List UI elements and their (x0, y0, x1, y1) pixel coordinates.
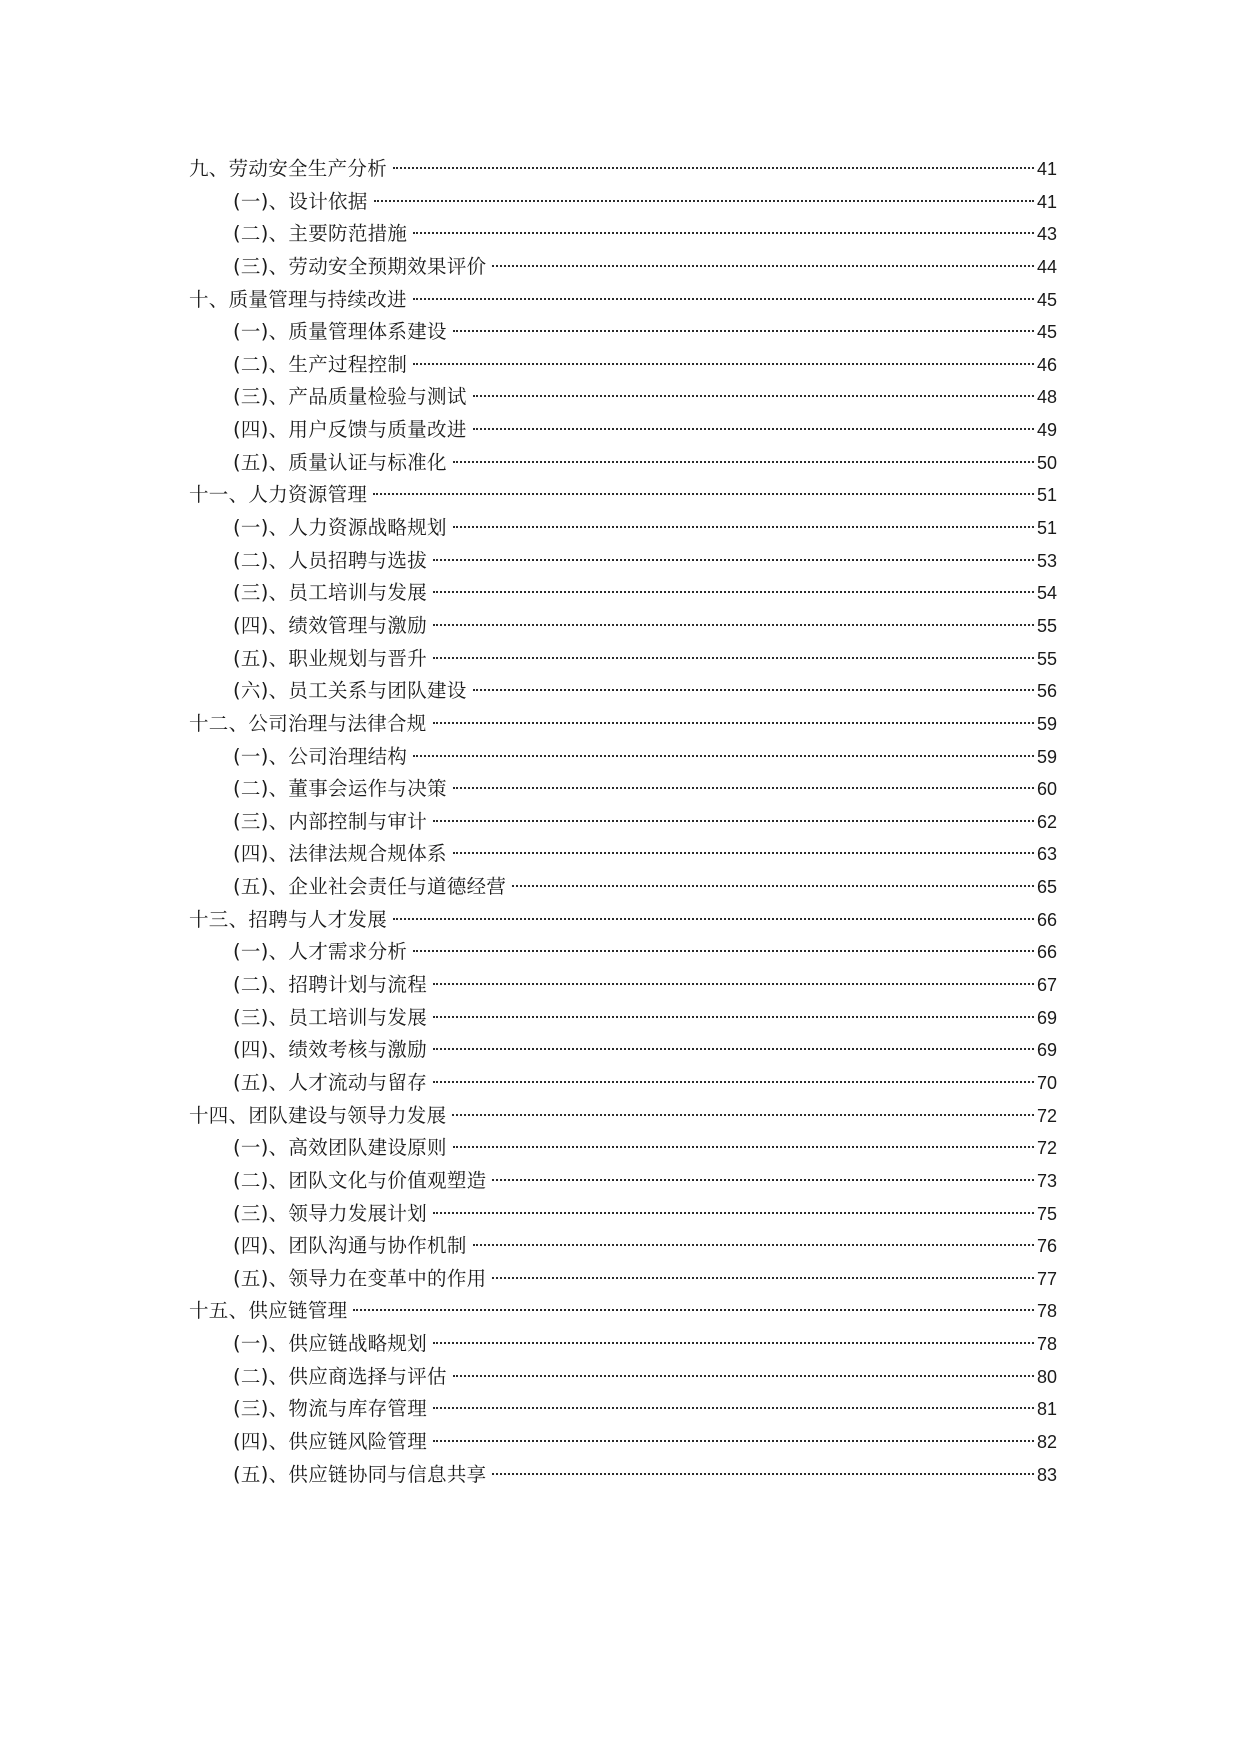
toc-page-number: 50 (1036, 452, 1057, 473)
toc-page-number: 72 (1036, 1105, 1057, 1126)
toc-entry-title: (三)、劳动安全预期效果评价 (233, 254, 487, 278)
dot-leader (413, 298, 1034, 300)
toc-page-number: 55 (1036, 615, 1057, 636)
toc-section-entry[interactable] (189, 1361, 1057, 1394)
toc-chapter-entry[interactable] (189, 708, 1057, 741)
toc-entry-title: (五)、人才流动与留存 (233, 1070, 428, 1094)
toc-page-number: 54 (1036, 583, 1057, 604)
toc-section-entry[interactable] (189, 936, 1057, 969)
toc-section-entry[interactable] (189, 577, 1057, 610)
dot-leader (492, 1179, 1034, 1181)
toc-page-number: 46 (1036, 354, 1057, 375)
dot-leader (393, 167, 1034, 169)
toc-page-number: 70 (1036, 1072, 1057, 1093)
toc-entry-title: 十一、人力资源管理 (189, 483, 368, 507)
dot-leader (453, 461, 1034, 463)
toc-page-number: 65 (1036, 877, 1057, 898)
toc-chapter-entry[interactable] (189, 284, 1057, 317)
toc-section-entry[interactable] (189, 1132, 1057, 1165)
dot-leader (473, 1244, 1034, 1246)
toc-page-number: 41 (1036, 159, 1057, 179)
toc-section-entry[interactable] (189, 1198, 1057, 1231)
toc-page-number: 67 (1036, 975, 1057, 996)
toc-entry-title: (三)、内部控制与审计 (233, 809, 428, 833)
toc-entry-title: (五)、领导力在变革中的作用 (233, 1266, 487, 1290)
toc-page-number: 66 (1036, 942, 1057, 963)
toc-section-entry[interactable] (189, 773, 1057, 806)
toc-page-number: 76 (1036, 1236, 1057, 1257)
toc-entry-title: (四)、用户反馈与质量改进 (233, 418, 467, 442)
table-of-contents (189, 153, 1057, 1491)
dot-leader (492, 265, 1034, 267)
toc-section-entry[interactable] (189, 414, 1057, 447)
dot-leader (433, 1016, 1034, 1018)
toc-entry-title: (二)、供应商选择与评估 (233, 1364, 447, 1388)
toc-entry-title: (一)、供应链战略规划 (233, 1332, 428, 1356)
toc-entry-title: (一)、质量管理体系建设 (233, 320, 447, 344)
toc-section-entry[interactable] (189, 741, 1057, 774)
toc-page-number: 82 (1036, 1431, 1057, 1452)
toc-section-entry[interactable] (189, 1328, 1057, 1361)
toc-section-entry[interactable] (189, 349, 1057, 382)
toc-section-entry[interactable] (189, 251, 1057, 284)
toc-page-number: 60 (1036, 779, 1057, 800)
toc-page-number: 56 (1036, 681, 1057, 702)
toc-page-number: 62 (1036, 811, 1057, 832)
toc-entry-title: (四)、绩效管理与激励 (233, 613, 428, 637)
toc-page-number: 45 (1036, 289, 1057, 310)
toc-section-entry[interactable] (189, 806, 1057, 839)
toc-page-number: 43 (1036, 224, 1057, 245)
toc-entry-title: (四)、法律法规合规体系 (233, 842, 447, 866)
dot-leader (473, 395, 1034, 397)
toc-section-entry[interactable] (189, 316, 1057, 349)
toc-section-entry[interactable] (189, 643, 1057, 676)
toc-page-number: 41 (1036, 191, 1057, 212)
dot-leader (473, 689, 1034, 691)
dot-leader (433, 1407, 1034, 1409)
toc-page-number: 80 (1036, 1366, 1057, 1387)
toc-entry-title: (一)、公司治理结构 (233, 744, 408, 768)
dot-leader (433, 983, 1034, 985)
toc-section-entry[interactable] (189, 1393, 1057, 1426)
toc-entry-title: (五)、供应链协同与信息共享 (233, 1462, 487, 1486)
toc-page-number: 78 (1036, 1301, 1057, 1322)
dot-leader (374, 200, 1034, 202)
dot-leader (413, 363, 1034, 365)
toc-entry-title: (六)、员工关系与团队建设 (233, 679, 467, 703)
toc-entry-title: (一)、设计依据 (233, 189, 368, 213)
dot-leader (453, 852, 1034, 854)
toc-entry-title: (二)、主要防范措施 (233, 222, 408, 246)
toc-page-number: 59 (1036, 713, 1057, 734)
toc-page-number: 69 (1036, 1007, 1057, 1028)
toc-page-number: 78 (1036, 1334, 1057, 1355)
toc-section-entry[interactable] (189, 512, 1057, 545)
toc-page-number: 44 (1036, 256, 1057, 277)
dot-leader (433, 1048, 1034, 1050)
toc-entry-title: (一)、高效团队建设原则 (233, 1136, 447, 1160)
dot-leader (453, 787, 1034, 789)
toc-section-entry[interactable] (189, 610, 1057, 643)
dot-leader (453, 526, 1034, 528)
dot-leader (433, 1440, 1034, 1442)
toc-section-entry[interactable] (189, 1230, 1057, 1263)
dot-leader (433, 1342, 1034, 1344)
toc-entry-title: (四)、团队沟通与协作机制 (233, 1234, 467, 1258)
dot-leader (433, 1212, 1034, 1214)
toc-chapter-entry[interactable] (189, 1100, 1057, 1133)
dot-leader (433, 1081, 1034, 1083)
toc-chapter-entry[interactable] (189, 904, 1057, 937)
toc-section-entry[interactable] (189, 545, 1057, 578)
toc-page-number: 69 (1036, 1040, 1057, 1061)
toc-entry-title: (三)、员工培训与发展 (233, 1005, 428, 1029)
dot-leader (473, 428, 1034, 430)
toc-section-entry[interactable] (189, 1002, 1057, 1035)
dot-leader (373, 493, 1034, 495)
toc-entry-title: (五)、企业社会责任与道德经营 (233, 875, 507, 899)
toc-section-entry[interactable] (189, 186, 1057, 219)
dot-leader (433, 559, 1034, 561)
toc-entry-title: 九、劳动安全生产分析 (189, 157, 388, 180)
dot-leader (453, 1375, 1034, 1377)
dot-leader (353, 1309, 1034, 1311)
toc-entry-title: 十、质量管理与持续改进 (189, 287, 407, 311)
dot-leader (433, 624, 1034, 626)
toc-section-entry[interactable] (189, 871, 1057, 904)
toc-entry-title: (五)、职业规划与晋升 (233, 646, 428, 670)
toc-entry-title: 十三、招聘与人才发展 (189, 907, 388, 931)
toc-entry-title: (五)、质量认证与标准化 (233, 450, 447, 474)
dot-leader (413, 232, 1034, 234)
toc-section-entry[interactable] (189, 1426, 1057, 1459)
toc-page-number: 72 (1036, 1138, 1057, 1159)
toc-entry-title: (二)、董事会运作与决策 (233, 777, 447, 801)
toc-entry-title: (三)、产品质量检验与测试 (233, 385, 467, 409)
toc-section-entry[interactable] (189, 969, 1057, 1002)
dot-leader (433, 657, 1034, 659)
toc-section-entry[interactable] (189, 447, 1057, 480)
toc-chapter-entry[interactable] (189, 479, 1057, 512)
toc-entry-title: 十五、供应链管理 (189, 1299, 348, 1323)
toc-page-number: 73 (1036, 1170, 1057, 1191)
dot-leader (452, 1114, 1034, 1116)
dot-leader (453, 1146, 1034, 1148)
toc-entry-title: (一)、人才需求分析 (233, 940, 408, 964)
toc-page-number: 48 (1036, 387, 1057, 408)
toc-chapter-entry[interactable] (189, 153, 1057, 186)
toc-section-entry[interactable] (189, 381, 1057, 414)
toc-entry-title: (四)、绩效考核与激励 (233, 1038, 428, 1062)
dot-leader (492, 1277, 1034, 1279)
toc-chapter-entry[interactable] (189, 1295, 1057, 1328)
toc-entry-title: (二)、生产过程控制 (233, 352, 408, 376)
dot-leader (453, 330, 1034, 332)
dot-leader (492, 1473, 1034, 1475)
toc-page-number: 81 (1036, 1399, 1057, 1420)
toc-page-number: 51 (1036, 485, 1057, 506)
dot-leader (512, 885, 1034, 887)
toc-section-entry[interactable] (189, 1263, 1057, 1296)
toc-entry-title: (三)、领导力发展计划 (233, 1201, 428, 1225)
dot-leader (433, 820, 1034, 822)
dot-leader (413, 755, 1034, 757)
dot-leader (413, 950, 1034, 952)
toc-entry-title: 十二、公司治理与法律合规 (189, 711, 427, 735)
dot-leader (433, 591, 1034, 593)
toc-section-entry[interactable] (189, 1165, 1057, 1198)
toc-page-number: 75 (1036, 1203, 1057, 1224)
toc-section-entry[interactable] (189, 675, 1057, 708)
toc-entry-title: (一)、人力资源战略规划 (233, 516, 447, 540)
toc-page-number: 49 (1036, 420, 1057, 441)
toc-section-entry[interactable] (189, 218, 1057, 251)
toc-page-number: 83 (1036, 1464, 1057, 1485)
toc-page-number: 55 (1036, 648, 1057, 669)
toc-entry-title: (三)、员工培训与发展 (233, 581, 428, 605)
toc-page-number: 66 (1036, 909, 1057, 930)
toc-page-number: 63 (1036, 844, 1057, 865)
toc-entry-title: 十四、团队建设与领导力发展 (189, 1103, 447, 1127)
toc-page-number: 59 (1036, 746, 1057, 767)
toc-entry-title: (四)、供应链风险管理 (233, 1429, 428, 1453)
toc-page-number: 53 (1036, 550, 1057, 571)
toc-entry-title: (二)、招聘计划与流程 (233, 973, 428, 997)
toc-section-entry[interactable] (189, 1034, 1057, 1067)
toc-page-number: 77 (1036, 1268, 1057, 1289)
toc-page-number: 51 (1036, 518, 1057, 539)
toc-section-entry[interactable] (189, 838, 1057, 871)
toc-section-entry[interactable] (189, 1067, 1057, 1100)
dot-leader (393, 918, 1034, 920)
toc-section-entry[interactable] (189, 1459, 1057, 1492)
toc-entry-title: (二)、人员招聘与选拔 (233, 548, 428, 572)
toc-entry-title: (二)、团队文化与价值观塑造 (233, 1168, 487, 1192)
toc-entry-title: (三)、物流与库存管理 (233, 1397, 428, 1421)
dot-leader (433, 722, 1034, 724)
toc-page-number: 45 (1036, 322, 1057, 343)
